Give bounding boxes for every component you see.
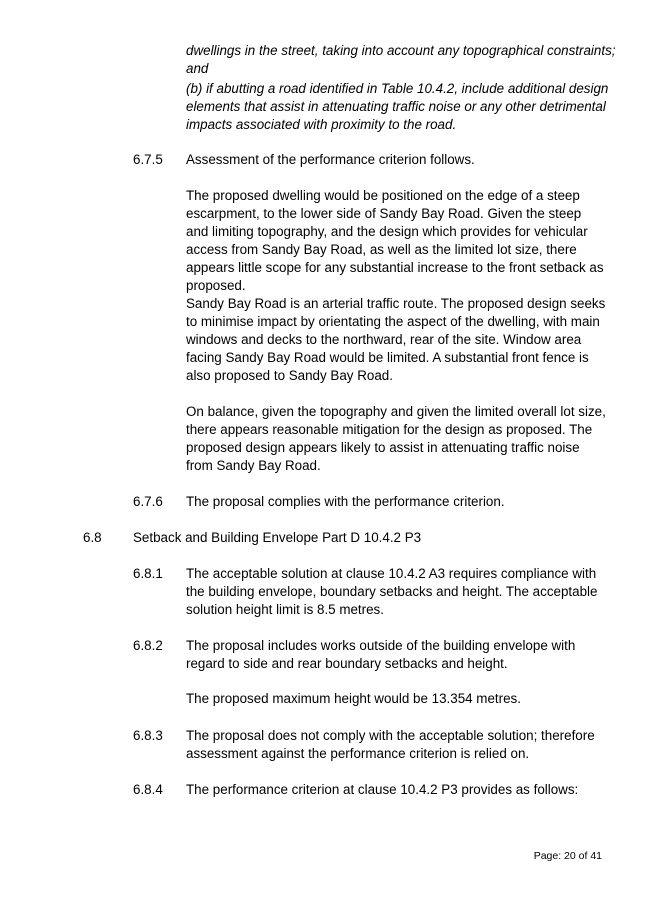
intro-line-3: (b) if abutting a road identified in Table 10.4.2, include additional design	[186, 81, 609, 96]
paragraph-arterial-route: Sandy Bay Road is an arterial traffic route. The proposed design seeks to minimise impact by orientating the aspect of the dwelling, with main windows and decks to the northward, rear of the site. Window area facing Sandy Bay Road would be limited. A substantial front fence is also proposed to Sandy Bay Road.	[186, 296, 606, 383]
clause-text-6-8-3: The proposal does not comply with the acceptable solution; therefore assessment against the performance criterion is relied on.	[186, 728, 595, 761]
clause-number-6-7-5: 6.7.5	[133, 152, 163, 167]
clause-text-6-8-4: The performance criterion at clause 10.4.2 P3 provides as follows:	[186, 782, 579, 797]
clause-text-6-8-1: The acceptable solution at clause 10.4.2 A3 requires compliance with the building envelope, boundary setbacks and height. The acceptable solution height limit is 8.5 metres.	[186, 566, 598, 617]
clause-number-6-7-6: 6.7.6	[133, 494, 163, 509]
paragraph-on-balance: On balance, given the topography and given the limited overall lot size, there appears reasonable mitigation for the design as proposed. The proposed design appears likely to assist in attenuating traffic noise from Sandy Bay Road.	[186, 404, 606, 473]
clause-text-6-7-5: Assessment of the performance criterion follows.	[186, 152, 475, 167]
section-heading-6-8: Setback and Building Envelope Part D 10.4.2 P3	[133, 530, 422, 545]
intro-line-4: elements that assist in attenuating traffic noise or any other detrimental	[186, 99, 606, 114]
paragraph-max-height: The proposed maximum height would be 13.354 metres.	[186, 691, 521, 706]
intro-line-1: dwellings in the street, taking into account any topographical constraints;	[186, 43, 616, 58]
paragraph-escarpment: The proposed dwelling would be positioned on the edge of a steep escarpment, to the lower side of Sandy Bay Road. Given the steep and limiting topography, and the design which provides for vehicular access from Sandy Bay Road, as well as the limited lot size, there appears little scope for any substantial increase to the front setback as proposed.	[186, 188, 604, 293]
section-number-6-8: 6.8	[83, 530, 102, 545]
intro-line-2: and	[186, 61, 209, 76]
clause-number-6-8-4: 6.8.4	[133, 782, 163, 797]
intro-line-5: impacts associated with proximity to the road.	[186, 117, 457, 132]
clause-number-6-8-2: 6.8.2	[133, 638, 163, 653]
clause-text-6-8-2: The proposal includes works outside of the building envelope with regard to side and rear boundary setbacks and height.	[186, 638, 576, 671]
page-number: Page: 20 of 41	[533, 850, 602, 862]
clause-text-6-7-6: The proposal complies with the performance criterion.	[186, 494, 505, 509]
clause-number-6-8-3: 6.8.3	[133, 728, 163, 743]
clause-number-6-8-1: 6.8.1	[133, 566, 163, 581]
